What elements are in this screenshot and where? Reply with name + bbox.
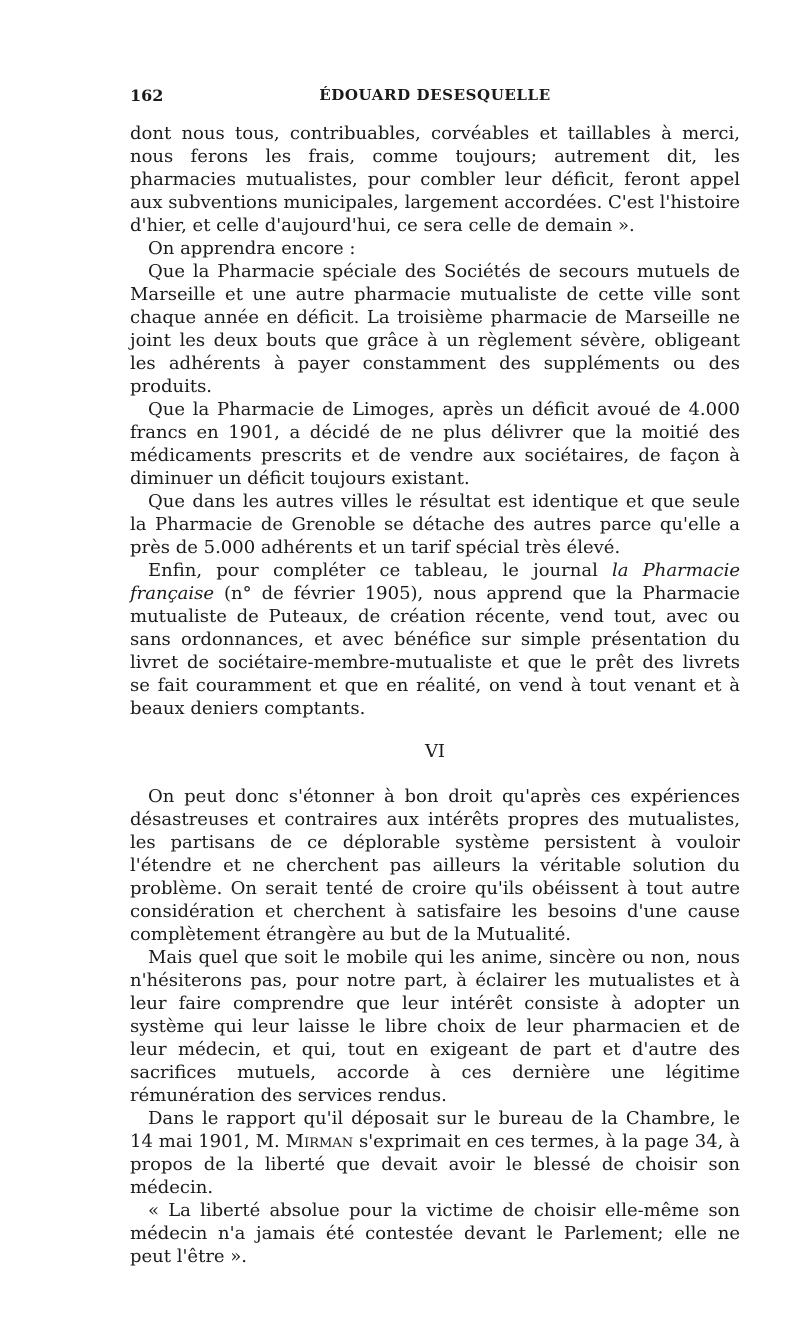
page-number: 162	[130, 86, 164, 105]
journal-title: la Pharmacie française	[130, 560, 740, 604]
paragraph	[130, 1107, 740, 1199]
paragraph-continuation: dont nous tous, contribuables, corvéables et taillables à merci, nous ferons les frais, comme toujours; autrement dit, les pharmacies mutualistes, pour combler leur déficit, feront appel aux subventions municipales, largement accordées. C'est l'histoire d'hier, et celle d'aujourd'hui, ce sera celle de demain ».	[130, 123, 740, 236]
paragraph-text: Dans le rapport qu'il déposait sur le bureau de la Chambre, le 14 mai 1901, M.	[130, 1108, 740, 1152]
paragraph: Que la Pharmacie spéciale des Sociétés de secours mutuels de Marseille et une autre pharmacie mutualiste de cette ville sont chaque année en déficit. La troisième pharmacie de Marseille ne joint les deux bouts que grâce à un règlement sévère, obligeant les adhérents à payer constamment des suppléments ou des produits.	[130, 261, 740, 397]
paragraph-text: Enfin, pour compléter ce tableau, le journal	[148, 560, 612, 581]
paragraph: Que dans les autres villes le résultat est identique et que seule la Pharmacie de Grenoble se détache des autres parce qu'elle a près de 5.000 adhérents et un tarif spécial très élevé.	[130, 491, 740, 558]
section-heading: VI	[424, 741, 446, 762]
person-name: Mirman	[285, 1131, 354, 1152]
paragraph-text: (n° de février 1905), nous apprend que la Pharmacie mutualiste de Puteaux, de création récente, vend tout, avec ou sans ordonnances, et avec bénéfice sur simple présentation du livret de sociétaire-membre-mutualiste et que le prêt des livrets se fait couramment et que en réalité, on vend à tout venant et à beaux deniers comptants.	[130, 583, 740, 719]
paragraph: Mais quel que soit le mobile qui les anime, sincère ou non, nous n'hésiterons pas, pour notre part, à éclairer les mutualistes et à leur faire comprendre que leur intérêt consiste à adopter un système qui leur laisse le libre choix de leur pharmacien et de leur médecin, et qui, tout en exigeant de part et d'autre des sacrifices mutuels, accorde à ces dernière une légitime rémunération des services rendus.	[130, 947, 740, 1106]
paragraph: « La liberté absolue pour la victime de choisir elle-même son médecin n'a jamais été contestée devant le Parlement; elle ne peut l'être ».	[130, 1200, 740, 1267]
paragraph: On apprendra encore :	[148, 238, 356, 259]
running-title: ÉDOUARD DESESQUELLE	[319, 86, 551, 104]
paragraph: On peut donc s'étonner à bon droit qu'après ces expériences désastreuses et contraires aux intérêts propres des mutualistes, les partisans de ce déplorable système persistent à vouloir l'étendre et ne cherchent pas ailleurs la véritable solution du problème. On serait tenté de croire qu'ils obéissent à tout autre considération et cherchent à satisfaire les besoins d'une cause complètement étrangère au but de la Mutualité.	[130, 786, 740, 945]
paragraph	[130, 559, 740, 720]
paragraph-text: s'exprimait en ces termes, à la page 34, à propos de la liberté que devait avoir le blessé de choisir son médecin.	[130, 1131, 740, 1198]
paragraph: Que la Pharmacie de Limoges, après un déficit avoué de 4.000 francs en 1901, a décidé de ne plus délivrer que la moitié des médicaments prescrits et de vendre aux sociétaires, de façon à diminuer un déficit toujours existant.	[130, 399, 740, 489]
body-text	[130, 122, 740, 1268]
page-header	[130, 86, 740, 108]
